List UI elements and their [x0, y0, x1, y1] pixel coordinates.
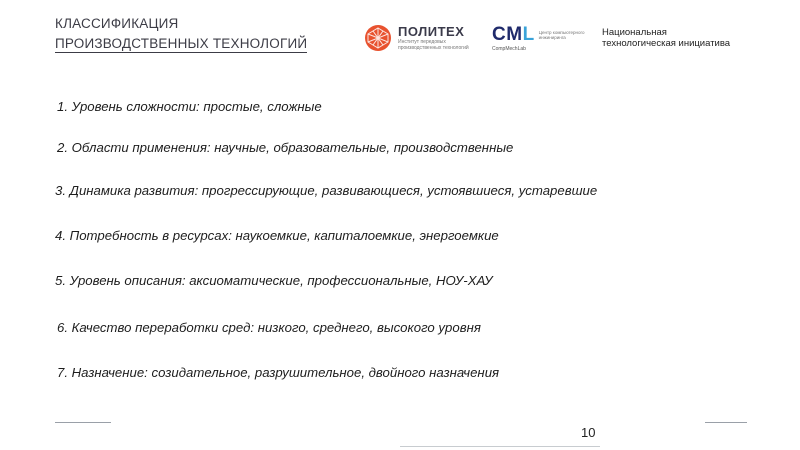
- politeh-logo-name: ПОЛИТЕХ: [398, 24, 465, 39]
- list-item: 3. Динамика развития: прогрессирующие, развивающиеся, устоявшиеся, устаревшие: [55, 183, 598, 198]
- list-item: 2. Области применения: научные, образовательные, производственные: [57, 140, 514, 155]
- list-item: 7. Назначение: созидательное, разрушительное, двойного назначения: [57, 365, 500, 380]
- slide-title: [55, 14, 307, 54]
- footer-rule-right: [705, 422, 747, 423]
- cml-logo-subtitle: Центр компьютерного инжиниринга: [538, 30, 585, 40]
- politeh-logo: [365, 25, 478, 51]
- list-item: 6. Качество переработки сред: низкого, среднего, высокого уровня: [57, 320, 481, 335]
- list-item: 1. Уровень сложности: простые, сложные: [57, 99, 322, 114]
- list-item: 4. Потребность в ресурсах: наукоемкие, капиталоемкие, энергоемкие: [55, 228, 499, 243]
- nti-logo-line2: технологическая инициатива: [602, 38, 731, 49]
- page-number: 10: [581, 425, 596, 440]
- list-item: 5. Уровень описания: аксиоматические, профессиональные, НОУ-ХАУ: [55, 273, 493, 288]
- page-number-rule: [400, 446, 600, 447]
- cml-logo-url: CompMechLab: [492, 46, 526, 52]
- nti-logo-line1: Национальная: [602, 27, 667, 38]
- cml-logo: [492, 24, 599, 52]
- politeh-logo-subtitle: Институт передовых производственных технологий: [398, 39, 469, 51]
- footer-rule-left: [55, 422, 111, 423]
- slide-title-line2: ПРОИЗВОДСТВЕННЫХ ТЕХНОЛОГИЙ: [55, 36, 308, 51]
- slide-title-line1: КЛАССИФИКАЦИЯ: [55, 16, 179, 31]
- cml-logo-name: CML: [492, 24, 535, 45]
- nti-logo: [602, 27, 730, 49]
- politeh-logo-mark: [365, 25, 391, 51]
